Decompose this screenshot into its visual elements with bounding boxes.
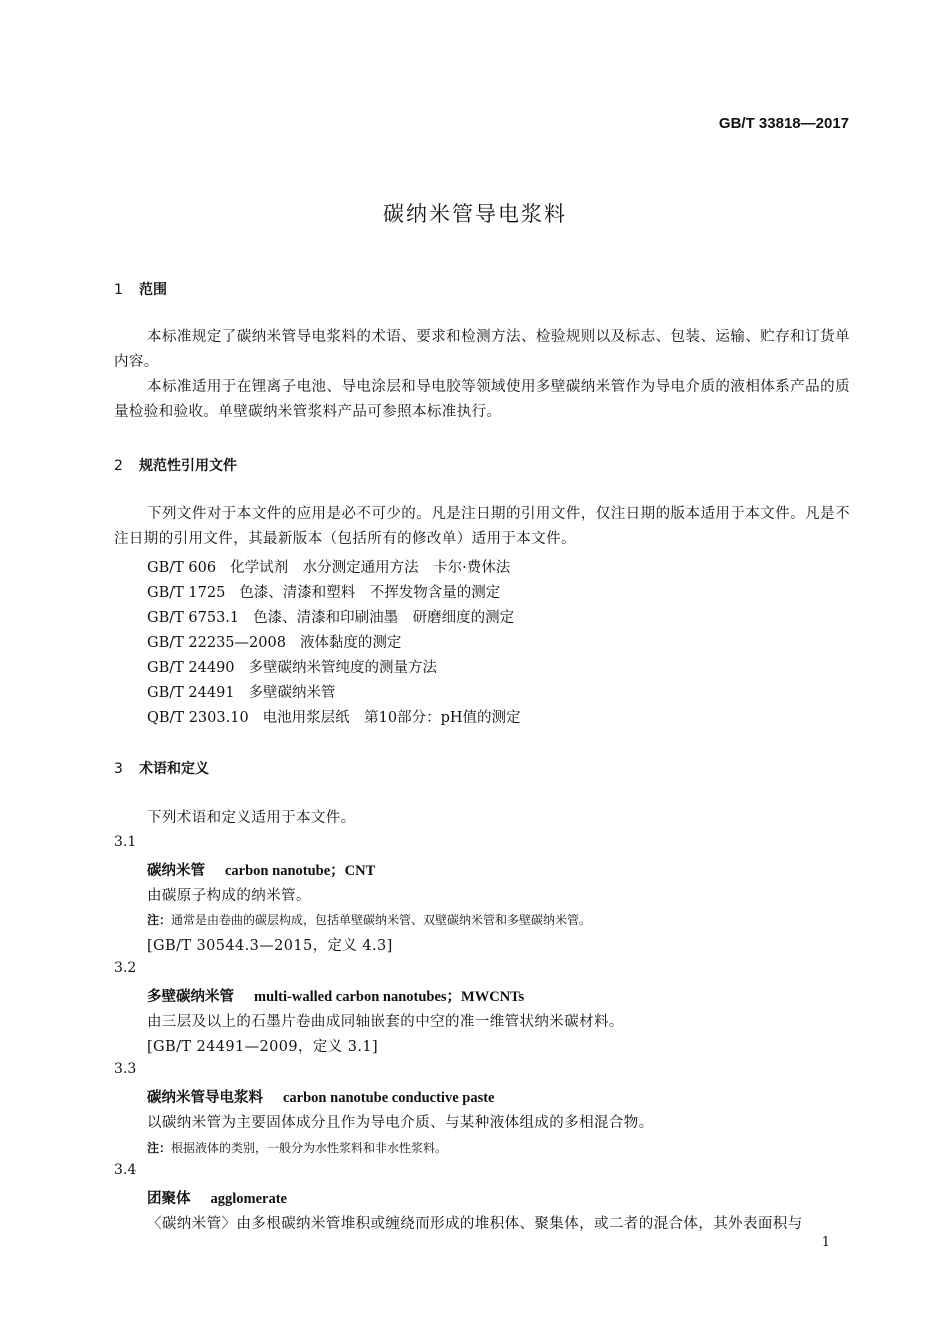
section-title: 规范性引用文件 <box>139 458 237 474</box>
reference-code: GB/T 6753.1 <box>147 610 240 626</box>
reference-code: GB/T 24490 <box>147 660 235 676</box>
section-title: 范围 <box>139 282 167 298</box>
reference-item <box>147 656 437 677</box>
section-3-heading <box>114 758 209 778</box>
term-source: [GB/T 24491—2009，定义 3.1] <box>147 1039 379 1055</box>
section-title: 术语和定义 <box>139 761 209 777</box>
term-note <box>147 1139 447 1156</box>
term-heading <box>147 985 524 1006</box>
term-note <box>147 911 591 928</box>
section-1-paragraph-1: 本标准规定了碳纳米管导电浆料的术语、要求和检测方法、检验规则以及标志、包装、运输、贮存和订货单内容。 <box>114 329 850 370</box>
standard-code: GB/T 33818—2017 <box>718 115 849 132</box>
note-text: 通常是由卷曲的碳层构成，包括单壁碳纳米管、双壁碳纳米管和多壁碳纳米管。 <box>171 913 592 927</box>
reference-title: 色漆、清漆和印刷油墨 研磨细度的测定 <box>253 610 515 626</box>
section-number: 3 <box>114 761 123 777</box>
reference-item <box>147 606 514 627</box>
section-number: 2 <box>114 458 123 474</box>
term-number: 3.3 <box>114 1061 137 1077</box>
reference-code: GB/T 22235—2008 <box>147 635 286 651</box>
reference-title: 多壁碳纳米管 <box>248 685 336 701</box>
note-text: 根据液体的类别，一般分为水性浆料和非水性浆料。 <box>171 1141 448 1155</box>
reference-item <box>147 706 521 727</box>
term-heading <box>147 1187 287 1208</box>
reference-code: QB/T 2303.10 <box>147 710 249 726</box>
reference-title: 色漆、清漆和塑料 不挥发物含量的测定 <box>239 585 501 601</box>
reference-title: 化学试剂 水分测定通用方法 卡尔·费休法 <box>230 560 511 576</box>
reference-code: GB/T 24491 <box>147 685 235 701</box>
term-en: carbon nanotube；CNT <box>225 863 376 879</box>
term-zh: 团聚体 <box>147 1191 191 1207</box>
reference-code: GB/T 606 <box>147 560 217 576</box>
reference-item <box>147 581 500 602</box>
term-en: agglomerate <box>210 1191 287 1207</box>
term-en: carbon nanotube conductive paste <box>283 1090 495 1106</box>
section-1-paragraph-2: 本标准适用于在锂离子电池、导电涂层和导电胶等领域使用多壁碳纳米管作为导电介质的液相体系产品的质量检验和验收。单壁碳纳米管浆料产品可参照本标准执行。 <box>114 379 850 420</box>
term-heading <box>147 859 375 880</box>
section-number: 1 <box>114 282 123 298</box>
section-3-intro: 下列术语和定义适用于本文件。 <box>147 810 356 826</box>
term-number: 3.1 <box>114 834 137 850</box>
page-number: 1 <box>821 1235 830 1250</box>
section-2-intro: 下列文件对于本文件的应用是必不可少的。凡是注日期的引用文件，仅注日期的版本适用于本文件。凡是不注日期的引用文件，其最新版本（包括所有的修改单）适用于本文件。 <box>114 506 850 547</box>
reference-title: 多壁碳纳米管纯度的测量方法 <box>248 660 438 676</box>
term-definition: 〈碳纳米管〉由多根碳纳米管堆积或缠绕而形成的堆积体、聚集体，或二者的混合体，其外表面积与 <box>147 1216 803 1232</box>
document-title: 碳纳米管导电浆料 <box>383 202 567 226</box>
reference-code: GB/T 1725 <box>147 585 226 601</box>
reference-title: 电池用浆层纸 第10部分：pH值的测定 <box>262 710 521 726</box>
term-definition: 由碳原子构成的纳米管。 <box>147 888 311 904</box>
section-1-heading <box>114 279 167 299</box>
reference-title: 液体黏度的测定 <box>299 635 402 651</box>
reference-item <box>147 681 336 702</box>
term-number: 3.2 <box>114 960 137 976</box>
reference-item <box>147 631 401 652</box>
section-2-heading <box>114 455 237 475</box>
term-definition: 由三层及以上的石墨片卷曲成同轴嵌套的中空的准一维管状纳米碳材料。 <box>147 1014 624 1030</box>
term-number: 3.4 <box>114 1162 137 1178</box>
reference-item <box>147 556 510 577</box>
note-label: 注： <box>147 913 172 927</box>
term-en: multi-walled carbon nanotubes；MWCNTs <box>254 989 525 1005</box>
term-heading <box>147 1086 494 1107</box>
term-zh: 多壁碳纳米管 <box>147 989 234 1005</box>
term-zh: 碳纳米管导电浆料 <box>147 1090 263 1106</box>
note-label: 注： <box>147 1141 172 1155</box>
term-source: [GB/T 30544.3—2015，定义 4.3] <box>147 938 393 954</box>
term-zh: 碳纳米管 <box>147 863 205 879</box>
term-definition: 以碳纳米管为主要固体成分且作为导电介质、与某种液体组成的多相混合物。 <box>147 1115 654 1131</box>
